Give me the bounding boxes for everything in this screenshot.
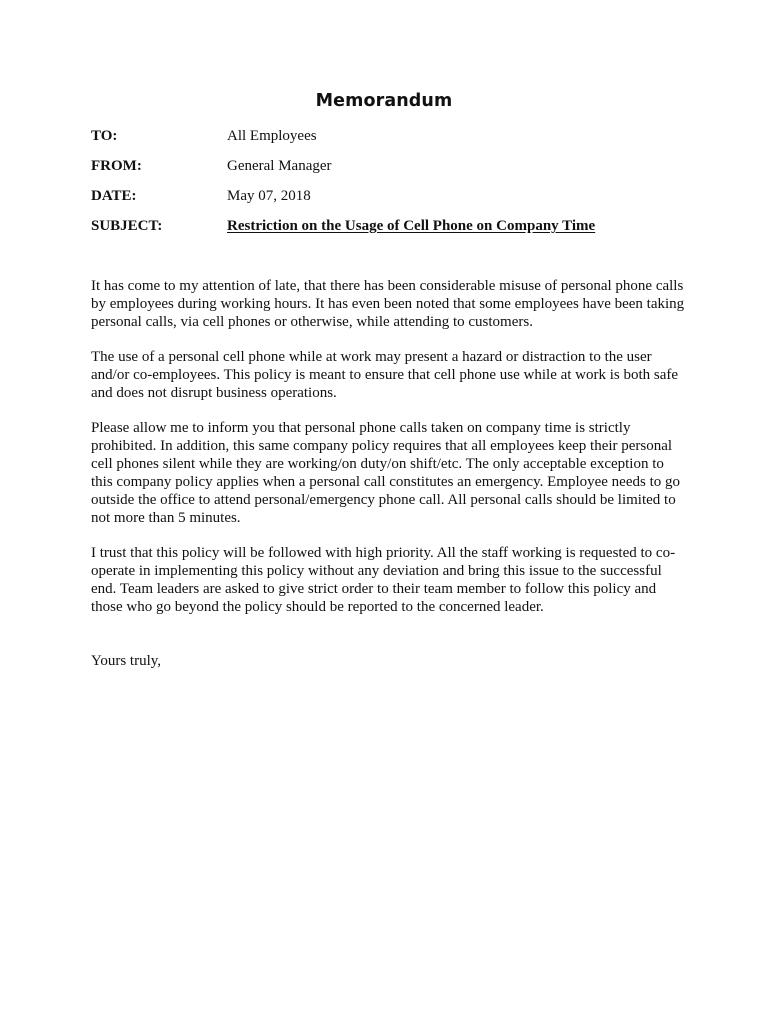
memo-subject-row (91, 218, 691, 248)
body-paragraph: Please allow me to inform you that personal phone calls taken on company time is strictly prohibited. In addition, this same company policy requires that all employees keep their personal cell phones silent while they are working/on duty/on shift/etc. The only acceptable exception to this company policy applies when a personal call constitutes an emergency. Employee needs to go outside the office to attend personal/emergency phone call. All personal calls should be limited to not more than 5 minutes. (91, 420, 680, 526)
memo-from-row (91, 158, 691, 188)
subject-value: Restriction on the Usage of Cell Phone on Company Time (227, 218, 596, 234)
date-label: DATE: (91, 188, 137, 204)
memo-to-row (91, 128, 691, 158)
subject-label: SUBJECT: (91, 218, 163, 234)
closing-salutation: Yours truly, (91, 653, 162, 669)
body-paragraph: I trust that this policy will be followed with high priority. All the staff working is requested to co-operate in implementing this policy without any deviation and bring this issue to the successful end. Team leaders are asked to give strict order to their team member to follow this policy and those who go beyond the policy should be reported to the concerned leader. (91, 545, 676, 615)
memo-header (91, 128, 691, 248)
memo-body (91, 277, 686, 633)
memo-date-row (91, 188, 691, 218)
memo-title: Memorandum (315, 91, 453, 111)
from-label: FROM: (91, 158, 142, 174)
from-value: General Manager (227, 158, 332, 174)
date-value: May 07, 2018 (227, 188, 311, 204)
body-paragraph: It has come to my attention of late, that there has been considerable misuse of personal phone calls by employees during working hours. It has even been noted that some employees have been taking personal calls, via cell phones or otherwise, while attending to customers. (91, 278, 685, 330)
body-paragraph: The use of a personal cell phone while at work may present a hazard or distraction to the user and/or co-employees. This policy is meant to ensure that cell phone use while at work is both safe and does not disrupt business operations. (91, 349, 679, 401)
to-value: All Employees (227, 128, 317, 144)
to-label: TO: (91, 128, 118, 144)
